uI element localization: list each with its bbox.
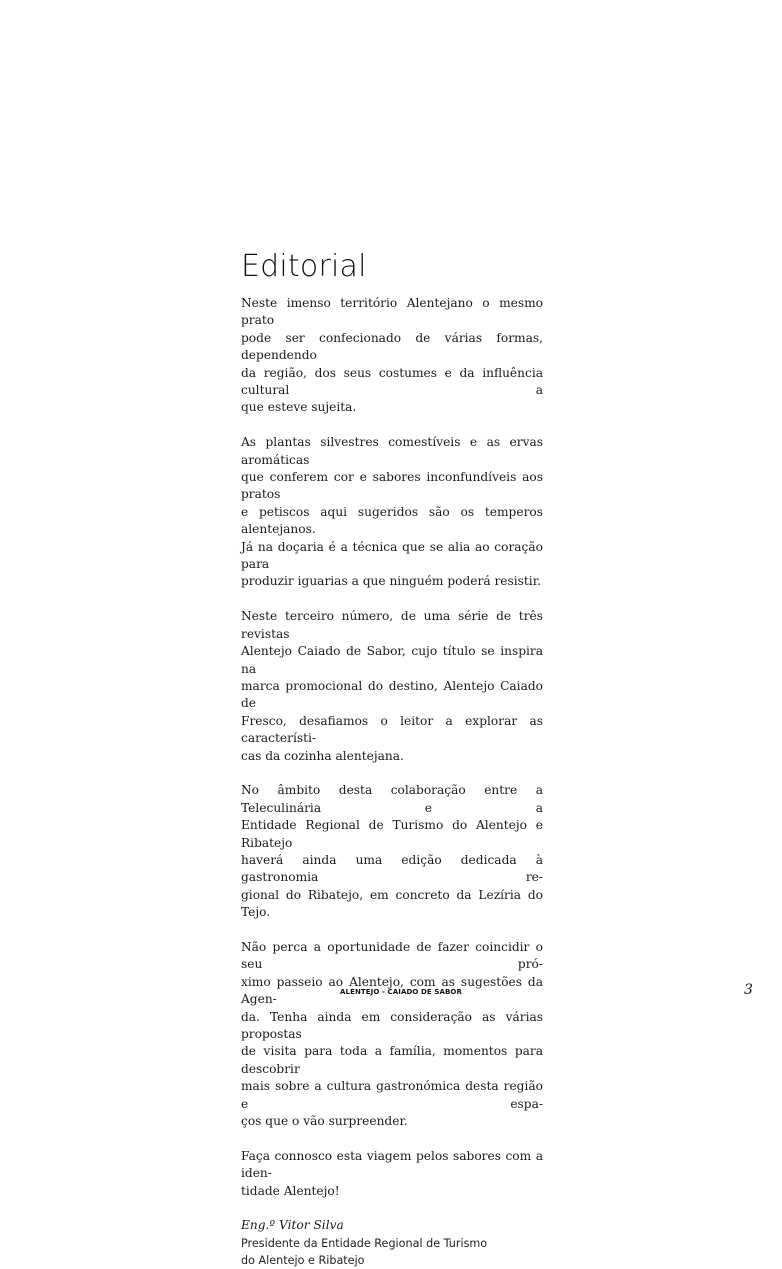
paragraph-line: Alentejo Caiado de Sabor, cujo título se inspira na <box>241 644 543 676</box>
page-number: 3 <box>744 982 753 998</box>
paragraph-line: Já na doçaria é a técnica que se alia ao coração para <box>241 539 543 572</box>
paragraph-line: que conferem cor e sabores inconfundíveis aos pratos <box>241 470 543 502</box>
editorial-paragraph <box>241 608 543 765</box>
paragraph-line: cas da cozinha alentejana. <box>241 748 404 763</box>
paragraph-line: Entidade Regional de Turismo do Alentejo e Ribatejo <box>241 818 543 850</box>
editorial-paragraph <box>241 295 543 417</box>
editorial-paragraph <box>241 782 543 921</box>
paragraph-line: Faça connosco esta viagem pelos sabores com a iden- <box>241 1148 543 1181</box>
paragraph-line: haverá ainda uma edição dedicada à gastronomia re- <box>241 852 543 885</box>
paragraph-line: da região, dos seus costumes e da influência cultural a <box>241 365 543 398</box>
paragraph-line: pode ser confecionado de várias formas, dependendo <box>241 330 543 363</box>
paragraph-line: No âmbito desta colaboração entre a Teleculinária e a <box>241 783 543 815</box>
paragraph-line: Não perca a oportunidade de fazer coincidir o seu pró- <box>241 939 543 972</box>
paragraph-line: Neste imenso território Alentejano o mesmo prato <box>241 296 543 328</box>
signature-role-line-2: do Alentejo e Ribatejo <box>241 1253 365 1267</box>
footer-magazine-label: ALENTEJO - CAIADO DE SABOR <box>340 988 462 996</box>
paragraph-line: e petiscos aqui sugeridos são os temperos alentejanos. <box>241 504 543 537</box>
paragraph-line: que esteve sujeita. <box>241 400 357 415</box>
paragraph-line: Neste terceiro número, de uma série de três revistas <box>241 609 543 641</box>
paragraph-line: marca promocional do destino, Alentejo Caiado de <box>241 678 543 711</box>
editorial-body <box>241 295 543 1269</box>
paragraph-line: Fresco, desafiamos o leitor a explorar as característi- <box>241 713 543 746</box>
paragraph-line: tidade Alentejo! <box>241 1183 340 1198</box>
paragraph-line: ços que o vão surpreender. <box>241 1114 408 1129</box>
paragraph-line: ximo passeio ao Alentejo, com as sugestões da Agen- <box>241 974 543 1007</box>
paragraph-line: mais sobre a cultura gastronómica desta região e espa- <box>241 1079 543 1111</box>
editorial-paragraph <box>241 939 543 1130</box>
paragraph-line: produzir iguarias a que ninguém poderá resistir. <box>241 574 542 589</box>
editorial-paragraph <box>241 434 543 591</box>
signature-role-line-1: Presidente da Entidade Regional de Turismo <box>241 1236 488 1250</box>
signature-name: Eng.º Vitor Silva <box>241 1218 344 1233</box>
paragraph-line: da. Tenha ainda em consideração as várias propostas <box>241 1009 543 1041</box>
editorial-paragraphs <box>241 295 543 1200</box>
editorial-paragraph <box>241 1148 543 1200</box>
paragraph-line: As plantas silvestres comestíveis e as ervas aromáticas <box>241 435 543 467</box>
paragraph-line: de visita para toda a família, momentos para descobrir <box>241 1044 543 1076</box>
page-title: Editorial <box>241 249 367 284</box>
paragraph-line: gional do Ribatejo, em concreto da Lezíria do Tejo. <box>241 887 543 920</box>
